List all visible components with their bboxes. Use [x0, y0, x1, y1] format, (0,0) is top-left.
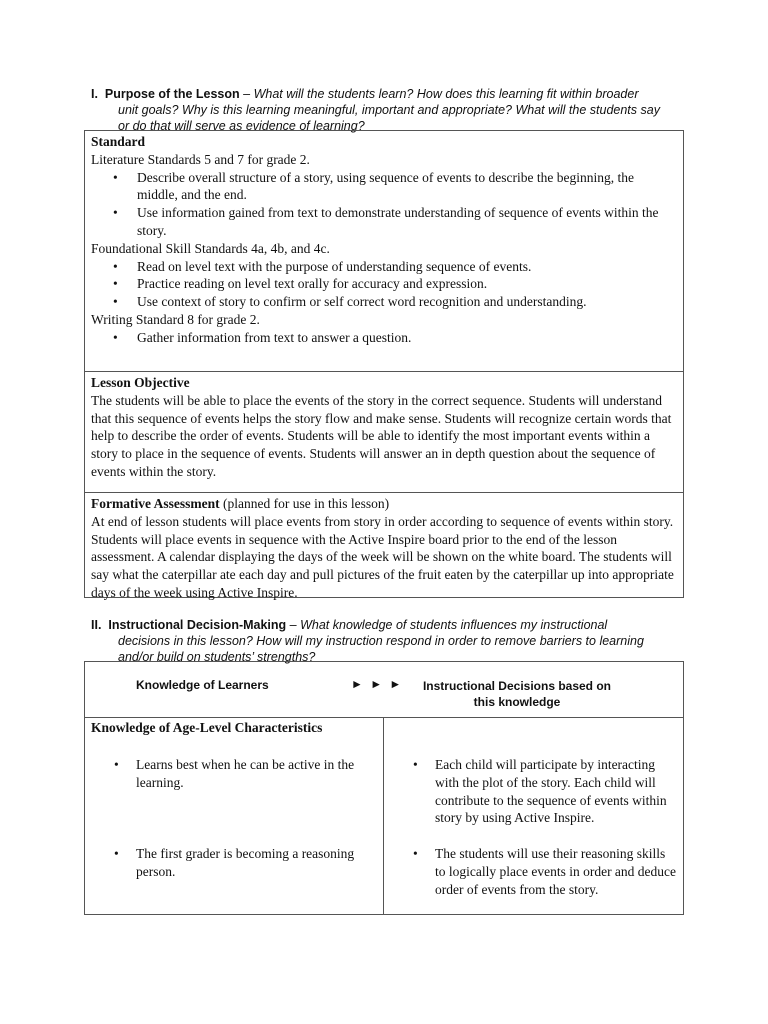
list-item: • Use context of story to confirm or self correct word recognition and understanding. — [91, 293, 677, 311]
literature-standards: Literature Standards 5 and 7 for grade 2. — [91, 151, 310, 167]
decision-table-body — [84, 717, 684, 915]
assessment-heading: Formative Assessment — [91, 496, 220, 511]
standard-heading: Standard — [91, 134, 146, 149]
section-1-question: What will the students learn? How does this learning fit within broader — [253, 87, 639, 101]
standard-cell — [85, 131, 683, 371]
section-1-title: Purpose of the Lesson — [104, 87, 240, 101]
list-item: • Use information gained from text to demonstrate understanding of sequence of events within the story. — [91, 204, 677, 240]
section-2-question: What knowledge of students influences my instructional — [300, 618, 608, 632]
list-item: • Each child will participate by interacting with the plot of the story. Each child will contribute to the sequence of events within story by using Active Inspire. — [413, 757, 667, 826]
section-1-heading: I. Purpose of the Lesson – What will the students learn? How does this learning fit within broader unit goals? Why is this learning meaningful, important and appropriate? What will the students say or do that will serve as evidence of learning? — [91, 87, 660, 133]
col-header-knowledge: Knowledge of Learners — [136, 678, 269, 692]
bullet-icon: • — [413, 757, 418, 772]
row-title: Knowledge of Age-Level Characteristics — [91, 720, 323, 735]
list-item: • Gather information from text to answer a question. — [91, 329, 677, 347]
objective-cell — [85, 371, 683, 492]
column-divider — [383, 718, 384, 914]
list-item: • Learns best when he can be active in the learning. — [114, 757, 355, 790]
arrow-icons: ► ► ► — [351, 677, 404, 691]
section-2-heading: II. Instructional Decision-Making – What knowledge of students influences my instructional decisions in this lesson? How will my instruction respond in order to remove barriers to learning and/or build on students’ strengths? — [91, 618, 644, 664]
section-2-title: Instructional Decision-Making — [108, 618, 287, 632]
objective-heading: Lesson Objective — [91, 375, 190, 390]
writing-standard: Writing Standard 8 for grade 2. — [91, 311, 260, 327]
list-item: • The first grader is becoming a reasoning person. — [114, 846, 355, 879]
col-header-decisions: Instructional Decisions based on this knowledge — [422, 679, 612, 709]
list-item: • Practice reading on level text orally for accuracy and expression. — [91, 275, 677, 293]
section-1-number: I. — [91, 87, 98, 101]
assessment-note: (planned for use in this lesson) — [219, 496, 390, 511]
section-2-number: II. — [91, 618, 102, 632]
purpose-table — [84, 130, 684, 598]
assessment-text: At end of lesson students will place events from story in order according to sequence of events within story. Students will place events in sequence with the Active Inspire board prior to the end of the lesson assessment. A calendar displaying the days of the week will be shown on the white board. The students will say what the caterpillar ate each day and pull pictures of the fruit eaten by the caterpillar up into appropriate days of the week using Active Inspire. — [91, 513, 674, 600]
bullet-icon: • — [413, 846, 418, 861]
foundational-standards: Foundational Skill Standards 4a, 4b, and 4c. — [91, 240, 330, 256]
objective-text: The students will be able to place the events of the story in the correct sequence. Students will understand that this sequence of events helps the story flow and make sense. Students will recognize certain words that help to describe the order of events. Students will be able to identify the most important events within a story to place in the sequence of events. Students will answer an in depth question about the sequence of events within the story. — [91, 392, 672, 479]
decision-table-header — [84, 661, 684, 718]
bullet-icon: • — [114, 846, 119, 861]
assessment-cell — [85, 492, 683, 600]
list-item: • Describe overall structure of a story, using sequence of events to describe the beginning, the middle, and the end. — [91, 169, 677, 205]
bullet-icon: • — [114, 757, 119, 772]
list-item: • Read on level text with the purpose of understanding sequence of events. — [91, 258, 677, 276]
list-item: • The students will use their reasoning skills to logically place events in order and deduce order of events from the story. — [413, 846, 677, 897]
